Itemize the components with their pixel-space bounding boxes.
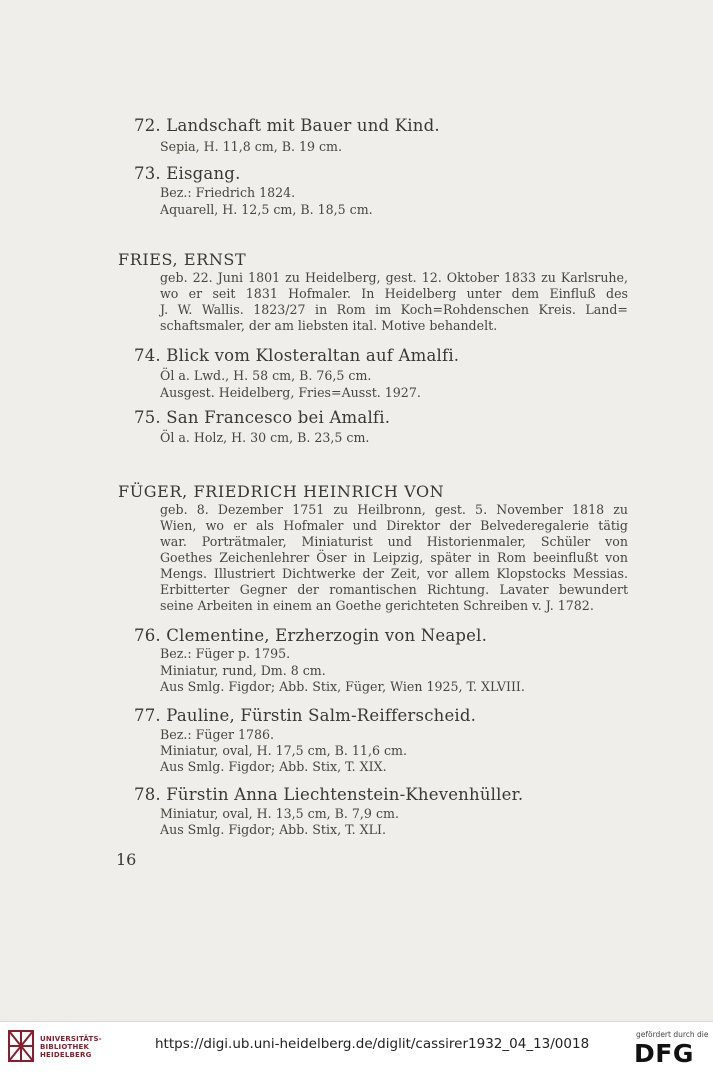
entry-75-title: 75. San Francesco bei Amalfi. xyxy=(134,408,391,427)
entry-74-title: 74. Blick vom Klosteraltan auf Amalfi. xyxy=(134,346,460,365)
dfg-logo[interactable]: DFG xyxy=(634,1039,694,1068)
entry-74-line-1: Öl a. Lwd., H. 58 cm, B. 76,5 cm. xyxy=(160,368,372,383)
bio-line: Erbitterter Gegner der romantischen Richtung. Lavater bewundert xyxy=(160,582,628,597)
bio-line: seine Arbeiten in einem an Goethe gerichteten Schreiben v. J. 1782. xyxy=(160,598,594,613)
entry-76-line-3: Aus Smlg. Figdor; Abb. Stix, Füger, Wien 1925, T. XLVIII. xyxy=(160,679,525,694)
viewer-footer xyxy=(0,1021,713,1072)
entry-77-line-2: Miniatur, oval, H. 17,5 cm, B. 11,6 cm. xyxy=(160,743,407,758)
bio-line: Wien, wo er als Hofmaler und Direktor der Belvederegalerie tätig xyxy=(160,518,628,533)
artist-heading-fries: FRIES, ERNST xyxy=(118,250,247,269)
entry-72-title: 72. Landschaft mit Bauer und Kind. xyxy=(134,116,440,135)
artist-heading-fueger: FÜGER, FRIEDRICH HEINRICH VON xyxy=(118,482,445,501)
library-name xyxy=(40,1035,102,1059)
entry-72-line-1: Sepia, H. 11,8 cm, B. 19 cm. xyxy=(160,139,343,154)
entry-76-line-1: Bez.: Füger p. 1795. xyxy=(160,646,291,661)
permalink-url[interactable]: https://digi.ub.uni-heidelberg.de/diglit/cassirer1932_04_13/0018 xyxy=(155,1036,590,1052)
bio-line: J. W. Wallis. 1823/27 in Rom im Koch=Rohdenschen Kreis. Land= xyxy=(160,302,628,317)
bio-line: geb. 8. Dezember 1751 zu Heilbronn, gest. 5. November 1818 zu xyxy=(160,502,628,517)
entry-77-line-1: Bez.: Füger 1786. xyxy=(160,727,275,742)
entry-74-line-2: Ausgest. Heidelberg, Fries=Ausst. 1927. xyxy=(160,385,421,400)
entry-73-line-2: Aquarell, H. 12,5 cm, B. 18,5 cm. xyxy=(160,202,373,217)
bio-line: war. Porträtmaler, Miniaturist und Historienmaler, Schüler von xyxy=(160,534,628,549)
bio-line: schaftsmaler, der am liebsten ital. Motive behandelt. xyxy=(160,318,498,333)
entry-73-title: 73. Eisgang. xyxy=(134,164,241,183)
library-name-line: BIBLIOTHEK xyxy=(40,1043,90,1051)
entry-77-title: 77. Pauline, Fürstin Salm-Reifferscheid. xyxy=(134,706,477,725)
bio-line: wo er seit 1831 Hofmaler. In Heidelberg unter dem Einfluß des xyxy=(160,286,628,301)
library-name-line: UNIVERSITÄTS- xyxy=(40,1035,102,1043)
artist-bio-fries xyxy=(160,270,628,334)
entry-78-line-1: Miniatur, oval, H. 13,5 cm, B. 7,9 cm. xyxy=(160,806,399,821)
artist-bio-fueger xyxy=(160,502,628,614)
bio-line: geb. 22. Juni 1801 zu Heidelberg, gest. 12. Oktober 1833 zu Karlsruhe, xyxy=(160,270,628,285)
entry-75-line-1: Öl a. Holz, H. 30 cm, B. 23,5 cm. xyxy=(160,430,370,445)
entry-78-title: 78. Fürstin Anna Liechtenstein-Khevenhüller. xyxy=(134,785,524,804)
bio-line: Goethes Zeichenlehrer Öser in Leipzig, später in Rom beeinflußt von xyxy=(160,550,628,565)
page-number: 16 xyxy=(116,850,137,869)
entry-78-line-2: Aus Smlg. Figdor; Abb. Stix, T. XLI. xyxy=(160,822,386,837)
bio-line: Mengs. Illustriert Dichtwerke der Zeit, vor allem Klopstocks Messias. xyxy=(160,566,628,581)
entry-76-title: 76. Clementine, Erzherzogin von Neapel. xyxy=(134,626,488,645)
entry-77-line-3: Aus Smlg. Figdor; Abb. Stix, T. XIX. xyxy=(160,759,387,774)
library-name-line: HEIDELBERG xyxy=(40,1051,92,1059)
entry-76-line-2: Miniatur, rund, Dm. 8 cm. xyxy=(160,663,326,678)
funding-caption: gefördert durch die xyxy=(636,1030,709,1039)
university-library-logo-icon[interactable] xyxy=(6,1028,36,1064)
entry-73-line-1: Bez.: Friedrich 1824. xyxy=(160,185,296,200)
